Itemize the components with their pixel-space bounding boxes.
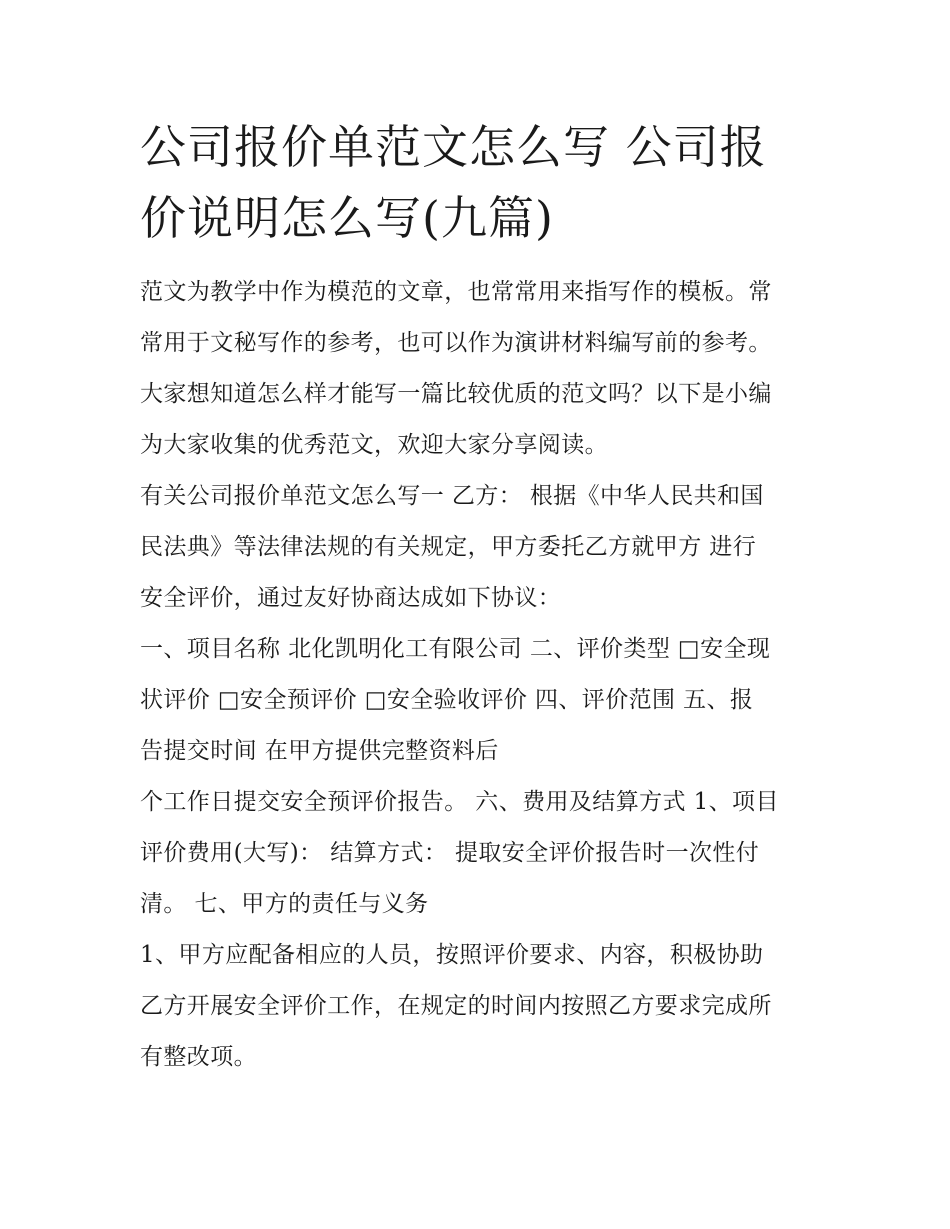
text-line: 常用于文秘写作的参考，也可以作为演讲材料编写前的参考。 [140, 329, 772, 356]
text-line: 范文为教学中作为模范的文章，也常常用来指写作的模板。常 [140, 278, 772, 305]
project-info-paragraph [140, 624, 812, 777]
text-line: 大家想知道怎么样才能写一篇比较优质的范文吗？以下是小编 [140, 380, 772, 407]
text-line: 评价费用(大写)： 结算方式： 提取安全评价报告时一次性付 [140, 839, 760, 866]
text-line: 安全评价，通过友好协商达成如下协议： [140, 584, 562, 611]
text-line: 民法典》等法律法规的有关规定，甲方委托乙方就甲方 进行 [140, 533, 757, 560]
text-line: 有整改项。 [140, 1043, 257, 1070]
document-title [140, 112, 812, 255]
text-line: 乙方开展安全评价工作，在规定的时间内按照乙方要求完成所 [140, 992, 772, 1019]
text-line: 一、项目名称 北化凯明化工有限公司 二、评价类型 □安全现 [140, 635, 771, 662]
party-a-duty-paragraph [140, 930, 812, 1083]
agreement-intro-paragraph [140, 471, 812, 624]
title-line: 价说明怎么写(九篇) [140, 191, 554, 246]
text-line: 个工作日提交安全预评价报告。 六、费用及结算方式 1、项目 [140, 788, 779, 815]
text-line: 告提交时间 在甲方提供完整资料后 [140, 737, 499, 764]
intro-paragraph [140, 267, 812, 471]
fee-paragraph [140, 777, 812, 930]
text-line: 状评价 □安全预评价 □安全验收评价 四、评价范围 五、报 [140, 686, 754, 713]
text-line: 1、甲方应配备相应的人员，按照评价要求、内容，积极协助 [140, 941, 764, 968]
text-line: 为大家收集的优秀范文，欢迎大家分享阅读。 [140, 431, 608, 458]
text-line: 有关公司报价单范文怎么写一 乙方： 根据《中华人民共和国 [140, 482, 764, 509]
text-line: 清。 七、甲方的责任与义务 [140, 890, 429, 917]
title-line: 公司报价单范文怎么写 公司报 [140, 120, 767, 174]
